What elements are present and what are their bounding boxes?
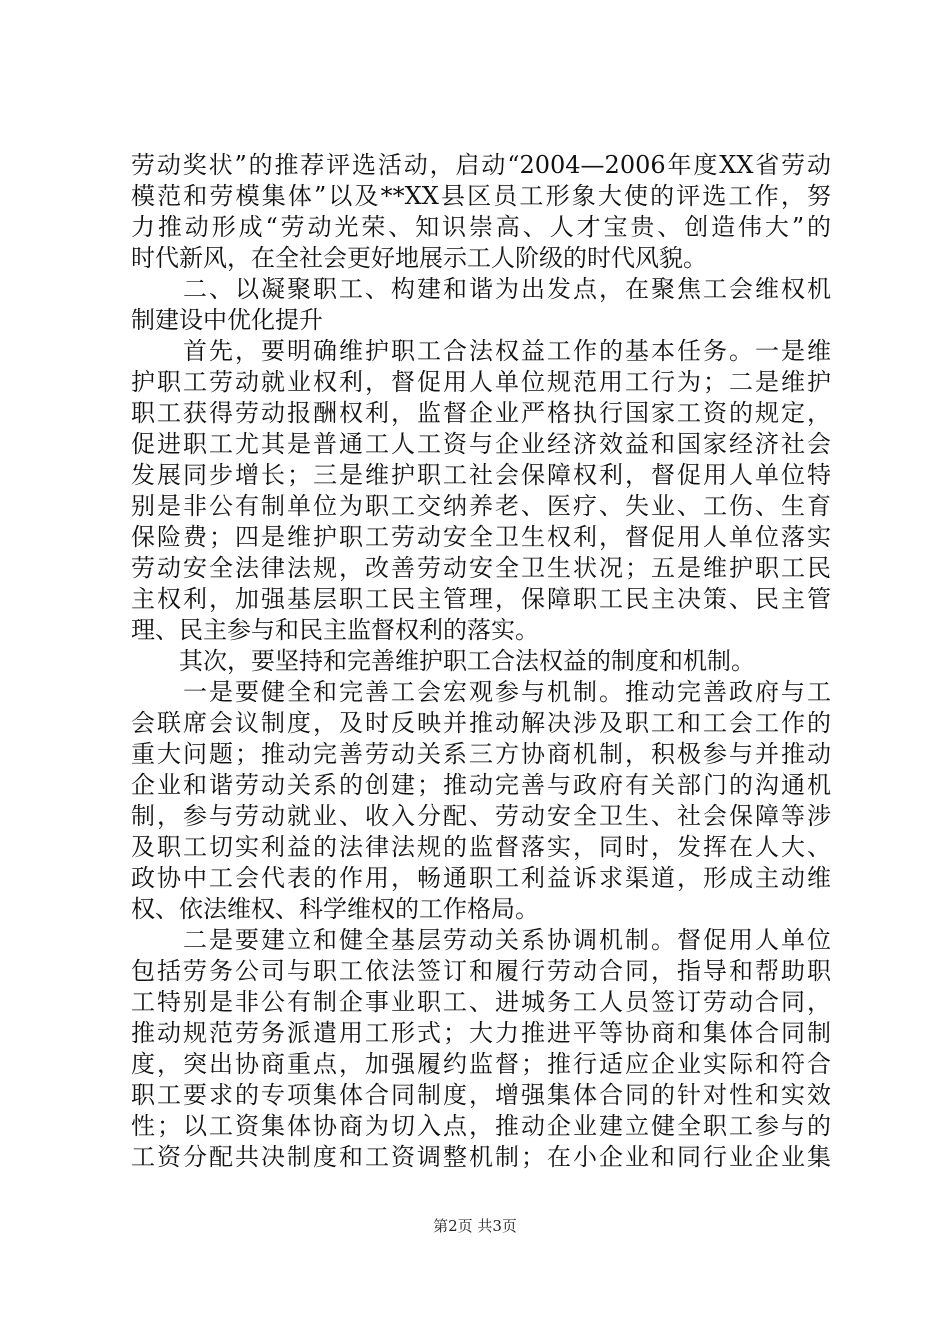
text-line: 理、民主参与和民主监督权利的落实。 bbox=[131, 616, 539, 644]
text-line: 职工获得劳动报酬权利，监督企业严格执行国家工资的规定， bbox=[131, 399, 831, 427]
text-line: 别是非公有制单位为职工交纳养老、医疗、失业、工伤、生育 bbox=[131, 492, 831, 520]
text-line: 力推动形成“劳动光荣、知识崇高、人才宝贵、创造伟大”的 bbox=[131, 213, 831, 241]
text-line: 制建设中优化提升 bbox=[131, 306, 323, 334]
text-line: 发展同步增长；三是维护职工社会保障权利，督促用人单位特 bbox=[131, 461, 831, 489]
text-line: 职工要求的专项集体合同制度，增强集体合同的针对性和实效 bbox=[131, 1081, 831, 1109]
text-line: 保险费；四是维护职工劳动安全卫生权利，督促用人单位落实 bbox=[131, 523, 831, 551]
text-line: 主权利，加强基层职工民主管理，保障职工民主决策、民主管 bbox=[131, 585, 831, 613]
text-line: 会联席会议制度，及时反映并推动解决涉及职工和工会工作的 bbox=[131, 709, 831, 737]
document-body bbox=[131, 150, 831, 1173]
page-footer: 第2页 共3页 bbox=[433, 1217, 517, 1235]
text-line: 二、以凝聚职工、构建和谐为出发点，在聚焦工会维权机 bbox=[131, 275, 831, 303]
text-line: 促进职工尤其是普通工人工资与企业经济效益和国家经济社会 bbox=[131, 430, 831, 458]
text-line: 劳动安全法律法规，改善劳动安全卫生状况；五是维护职工民 bbox=[131, 554, 831, 582]
text-line: 一是要健全和完善工会宏观参与机制。推动完善政府与工 bbox=[131, 678, 831, 706]
text-line: 模范和劳模集体”以及**XX县区员工形象大使的评选工作，努 bbox=[131, 182, 831, 210]
text-line: 劳动奖状”的推荐评选活动，启动“2004—2006年度XX省劳动 bbox=[131, 151, 831, 179]
text-line: 及职工切实利益的法律法规的监督落实，同时，发挥在人大、 bbox=[131, 833, 831, 861]
text-line: 性；以工资集体协商为切入点，推动企业建立健全职工参与的 bbox=[131, 1112, 831, 1140]
text-line: 其次，要坚持和完善维护职工合法权益的制度和机制。 bbox=[131, 647, 755, 675]
text-line: 包括劳务公司与职工依法签订和履行劳动合同，指导和帮助职 bbox=[131, 957, 831, 985]
text-line: 度，突出协商重点，加强履约监督；推行适应企业实际和符合 bbox=[131, 1050, 831, 1078]
text-line: 制，参与劳动就业、收入分配、劳动安全卫生、社会保障等涉 bbox=[131, 802, 831, 830]
text-line: 工资分配共决制度和工资调整机制；在小企业和同行业企业集 bbox=[131, 1143, 831, 1171]
text-line: 推动规范劳务派遣用工形式；大力推进平等协商和集体合同制 bbox=[131, 1019, 831, 1047]
text-line: 权、依法维权、科学维权的工作格局。 bbox=[131, 895, 539, 923]
text-line: 首先，要明确维护职工合法权益工作的基本任务。一是维 bbox=[131, 337, 831, 365]
text-line: 政协中工会代表的作用，畅通职工利益诉求渠道，形成主动维 bbox=[131, 864, 831, 892]
text-line: 重大问题；推动完善劳动关系三方协商机制，积极参与并推动 bbox=[131, 740, 831, 768]
text-line: 二是要建立和健全基层劳动关系协调机制。督促用人单位 bbox=[131, 926, 831, 954]
text-line: 企业和谐劳动关系的创建；推动完善与政府有关部门的沟通机 bbox=[131, 771, 831, 799]
text-line: 工特别是非公有制企事业职工、进城务工人员签订劳动合同， bbox=[131, 988, 831, 1016]
text-line: 护职工劳动就业权利，督促用人单位规范用工行为；二是维护 bbox=[131, 368, 831, 396]
text-line: 时代新风，在全社会更好地展示工人阶级的时代风貌。 bbox=[131, 244, 707, 272]
